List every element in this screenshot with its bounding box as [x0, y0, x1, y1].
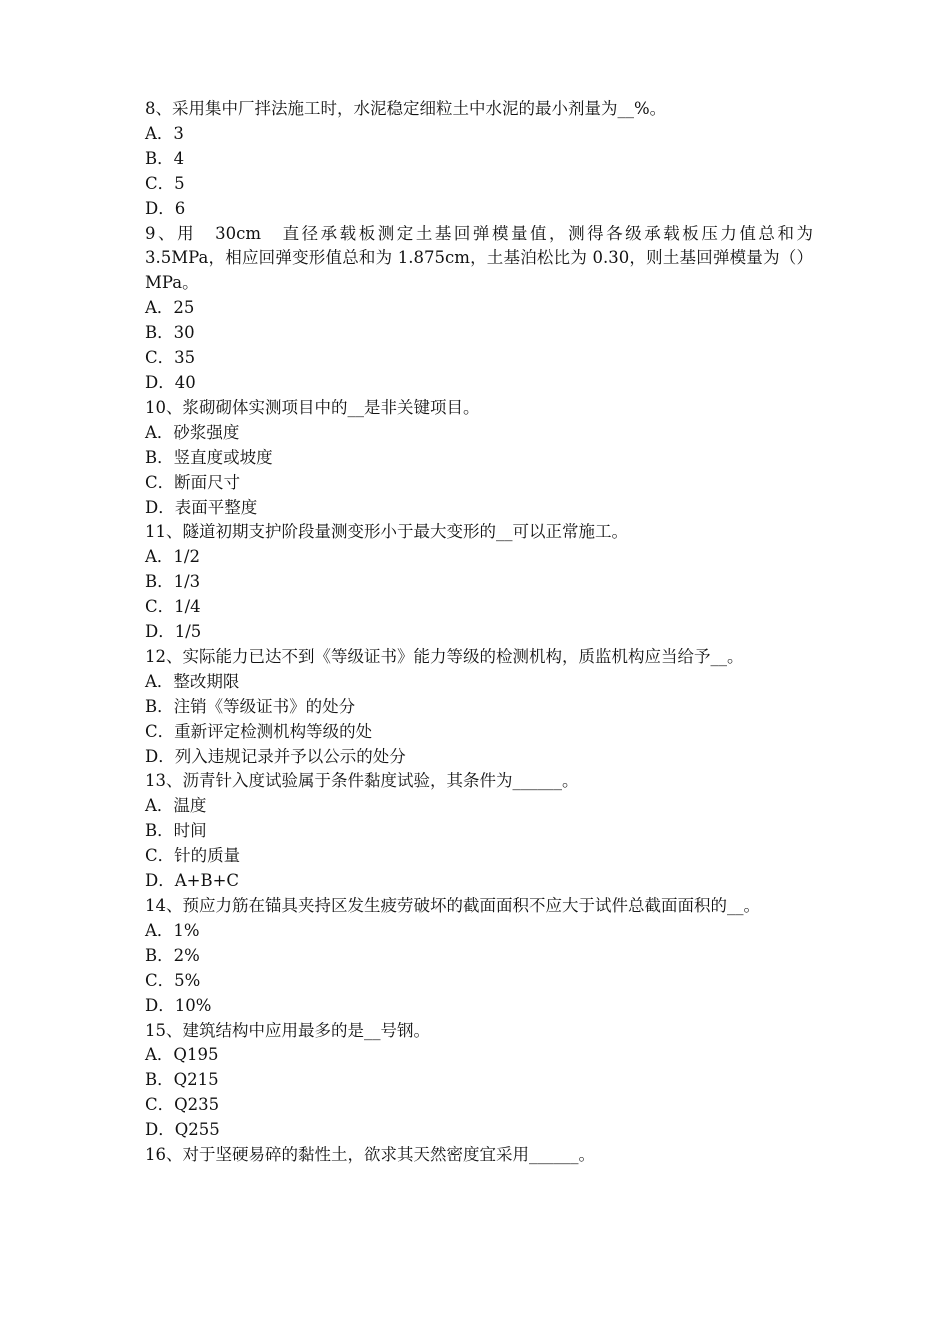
answer-option: C．5%	[145, 970, 201, 990]
answer-option: C．针的质量	[145, 846, 241, 866]
question-stem: 11、隧道初期支护阶段量测变形小于最大变形的__可以正常施工。	[145, 522, 628, 542]
answer-option: D．40	[145, 372, 196, 392]
answer-option: A．1/2	[145, 547, 200, 567]
question-block	[145, 894, 813, 1019]
question-stem: 9、用 30cm 直径承载板测定土基回弹模量值，测得各级承载板压力值总和为 3.5MPa，相应回弹变形值总和为 1.875cm，土基泊松比为 0.30，则土基回弹模量为（）MPa。	[145, 223, 813, 293]
answer-option: B．1/3	[145, 572, 201, 592]
answer-option: A．温度	[145, 796, 207, 816]
answer-option: C．断面尺寸	[145, 472, 241, 492]
question-block	[145, 222, 813, 396]
answer-option: B．4	[145, 148, 185, 168]
question-block	[145, 396, 813, 521]
question-stem: 12、实际能力已达不到《等级证书》能力等级的检测机构，质监机构应当给予__。	[145, 646, 744, 666]
answer-option: C．重新评定检测机构等级的处	[145, 721, 373, 741]
answer-option: A．1%	[145, 920, 200, 940]
answer-option: D．10%	[145, 995, 212, 1015]
question-stem: 13、沥青针入度试验属于条件黏度试验，其条件为______。	[145, 771, 579, 791]
question-block	[145, 1143, 813, 1168]
answer-option: C．5	[145, 173, 185, 193]
answer-option: A．25	[145, 298, 195, 318]
question-block	[145, 520, 813, 645]
answer-option: D．A+B+C	[145, 871, 240, 891]
question-stem: 15、建筑结构中应用最多的是__号钢。	[145, 1020, 430, 1040]
answer-option: B．竖直度或坡度	[145, 447, 273, 467]
question-stem: 10、浆砌砌体实测项目中的__是非关键项目。	[145, 397, 480, 417]
answer-option: B．注销《等级证书》的处分	[145, 696, 356, 716]
question-block	[145, 645, 813, 770]
question-stem: 8、采用集中厂拌法施工时，水泥稳定细粒土中水泥的最小剂量为__%。	[145, 99, 667, 118]
answer-option: D．1/5	[145, 622, 202, 642]
answer-option: C．Q235	[145, 1095, 220, 1115]
answer-option: B．时间	[145, 821, 207, 841]
answer-option: D．6	[145, 198, 186, 218]
question-stem: 16、对于坚硬易碎的黏性土，欲求其天然密度宜采用______。	[145, 1145, 595, 1165]
answer-option: A．Q195	[145, 1045, 219, 1065]
answer-option: A．整改期限	[145, 671, 240, 691]
question-list	[145, 97, 813, 1168]
answer-option: B．2%	[145, 945, 200, 965]
answer-option: C．35	[145, 348, 196, 368]
question-block	[145, 769, 813, 894]
question-block	[145, 1019, 813, 1144]
answer-option: D．表面平整度	[145, 497, 258, 517]
question-block	[145, 97, 813, 222]
answer-option: D．Q255	[145, 1120, 220, 1140]
answer-option: D．列入违规记录并予以公示的处分	[145, 746, 406, 766]
answer-option: A．砂浆强度	[145, 422, 240, 442]
answer-option: B．Q215	[145, 1070, 219, 1090]
answer-option: B．30	[145, 323, 195, 343]
answer-option: C．1/4	[145, 597, 201, 617]
question-stem: 14、预应力筋在锚具夹持区发生疲劳破坏的截面面积不应大于试件总截面面积的__。	[145, 896, 760, 915]
answer-option: A．3	[145, 123, 184, 143]
